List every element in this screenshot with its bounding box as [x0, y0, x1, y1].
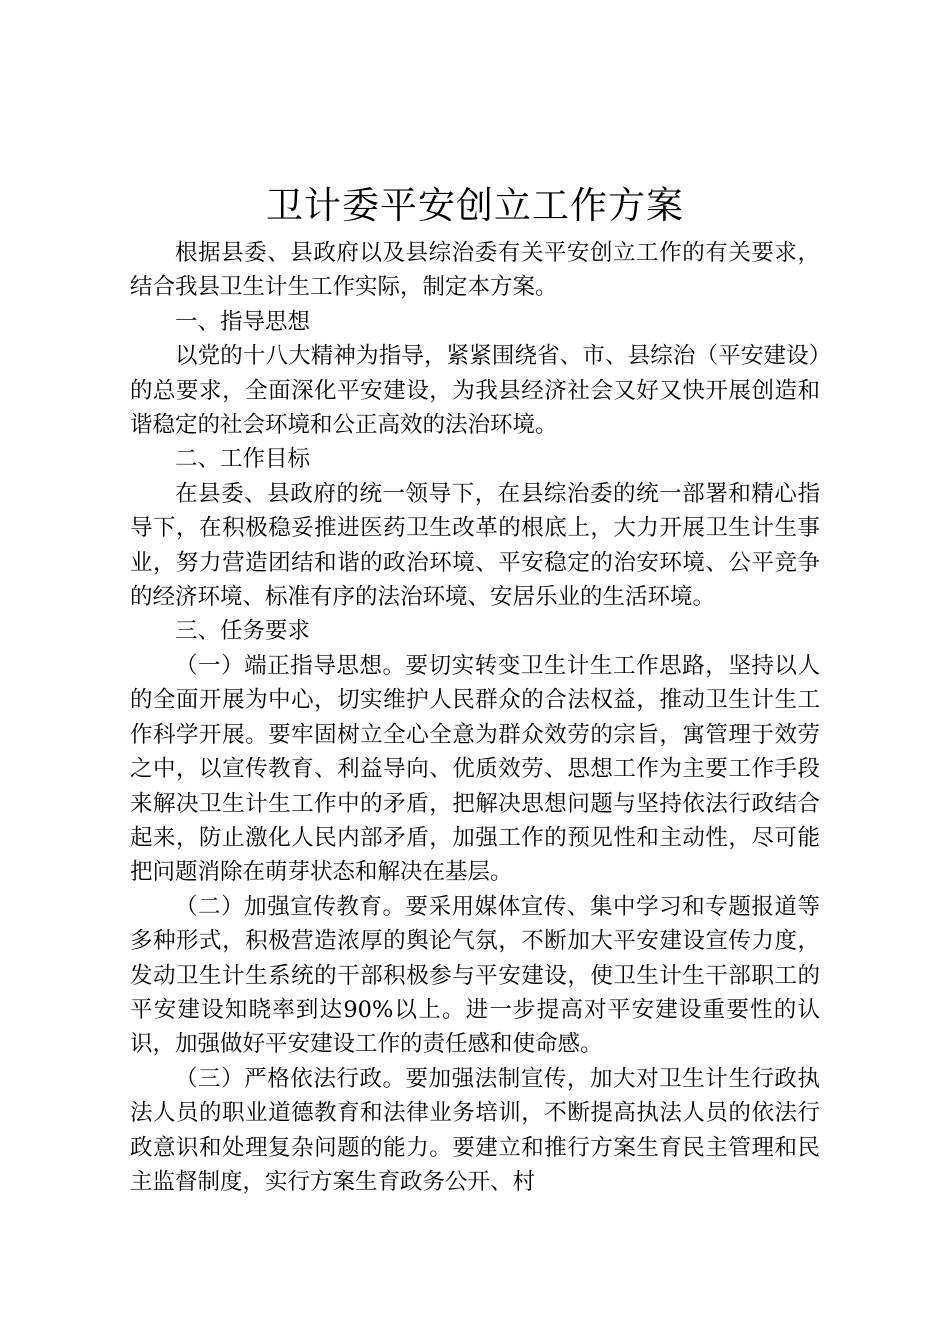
section-heading-guiding-ideology: 一、指导思想: [175, 308, 311, 335]
section-heading-task-requirements: 三、任务要求: [175, 618, 311, 645]
paragraph-intro: 根据县委、县政府以及县综治委有关平安创立工作的有关要求，结合我县卫生计生工作实际，制定本方案。: [130, 240, 820, 301]
document-title: 卫计委平安创立工作方案: [266, 184, 684, 227]
paragraph-guiding-ideology: 以党的十八大精神为指导，紧紧围绕省、市、县综治（平安建设）的总要求，全面深化平安建设，为我县经济社会又好又快开展创造和谐稳定的社会环境和公正高效的法治环境。: [130, 343, 820, 439]
section-heading-work-goals: 二、工作目标: [175, 446, 311, 473]
paragraph-task-3: （三）严格依法行政。要加强法制宣传，加大对卫生计生行政执法人员的职业道德教育和法律业务培训，不断提高执法人员的依法行政意识和处理复杂问题的能力。要建立和推行方案生育民主管理和民主监督制度，实行方案生育政务公开、村: [130, 1065, 820, 1195]
document-body: [130, 236, 820, 1199]
paragraph-work-goals: 在县委、县政府的统一领导下，在县综治委的统一部署和精心指导下，在积极稳妥推进医药卫生改革的根底上，大力开展卫生计生事业，努力营造团结和谐的政治环境、平安稳定的治安环境、公平竞争的经济环境、标准有序的法治环境、安居乐业的生活环境。: [130, 480, 820, 611]
paragraph-task-2: （二）加强宣传教育。要采用媒体宣传、集中学习和专题报道等多种形式，积极营造浓厚的舆论气氛，不断加大平安建设宣传力度，发动卫生计生系统的干部积极参与平安建设，使卫生计生干部职工的平安建设知晓率到达90%以上。进一步提高对平安建设重要性的认识，加强做好平安建设工作的责任感和使命感。: [130, 893, 820, 1058]
paragraph-task-1: （一）端正指导思想。要切实转变卫生计生工作思路，坚持以人的全面开展为中心，切实维护人民群众的合法权益，推动卫生计生工作科学开展。要牢固树立全心全意为群众效劳的宗旨，寓管理于效劳之中，以宣传教育、利益导向、优质效劳、思想工作为主要工作手段来解决卫生计生工作中的矛盾，把解决思想问题与坚持依法行政结合起来，防止激化人民内部矛盾，加强工作的预见性和主动性，尽可能把问题消除在萌芽状态和解决在基层。: [130, 652, 820, 886]
